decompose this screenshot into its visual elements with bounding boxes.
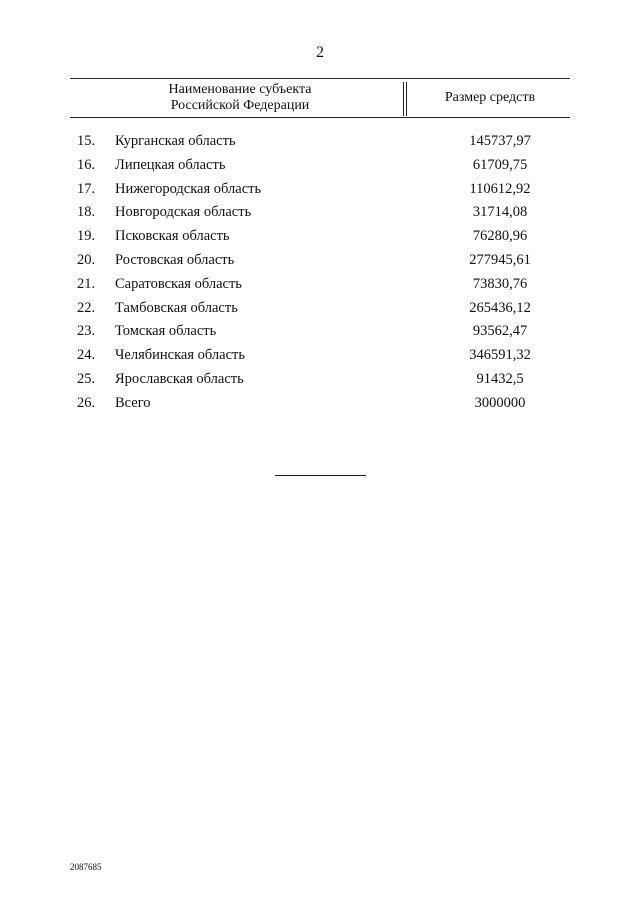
table-row — [70, 225, 570, 249]
row-subject-name: Липецкая область — [115, 156, 226, 173]
row-number: 25. — [77, 370, 96, 387]
row-subject-name: Томская область — [115, 323, 217, 340]
table-header — [70, 78, 570, 118]
row-amount: 3000000 — [474, 394, 526, 411]
row-number: 18. — [77, 204, 96, 221]
row-amount: 73830,76 — [472, 275, 528, 292]
table-row — [70, 154, 570, 178]
row-number: 19. — [77, 228, 96, 245]
row-subject-name: Курганская область — [115, 133, 236, 149]
row-number: 22. — [77, 299, 96, 316]
row-amount: 93562,47 — [472, 323, 528, 340]
document-code: 2087685 — [70, 862, 102, 872]
row-number: 15. — [77, 133, 96, 149]
row-amount: 145737,97 — [469, 133, 531, 149]
header-amount: Размер средств — [444, 90, 536, 105]
row-subject-name: Нижегородская область — [115, 180, 262, 197]
row-number: 20. — [77, 251, 96, 268]
row-subject-name: Саратовская область — [115, 275, 242, 292]
row-subject-name: Ростовская область — [115, 251, 235, 268]
table-row — [70, 320, 570, 344]
row-amount: 31714,08 — [472, 204, 528, 221]
header-subject-name-line2: Российской Федерации — [170, 98, 310, 113]
table-body — [70, 130, 570, 416]
page-number: 2 — [316, 44, 324, 61]
header-subject-name-line1: Наименование субъекта — [168, 82, 312, 97]
row-number: 17. — [77, 180, 96, 197]
table-row-total — [70, 392, 570, 416]
table-row — [70, 201, 570, 225]
row-number: 21. — [77, 275, 96, 292]
row-subject-name: Ярославская область — [115, 370, 244, 387]
row-number: 26. — [77, 394, 96, 411]
row-subject-name: Челябинская область — [115, 347, 245, 364]
row-amount: 265436,12 — [469, 299, 531, 316]
row-subject-name: Всего — [115, 394, 151, 411]
row-amount: 91432,5 — [476, 370, 524, 387]
row-amount: 346591,32 — [469, 347, 531, 364]
header-divider — [406, 82, 407, 116]
table-row — [70, 368, 570, 392]
table-row — [70, 130, 570, 154]
row-amount: 61709,75 — [472, 156, 528, 173]
table-row — [70, 273, 570, 297]
table-row — [70, 344, 570, 368]
header-subject-name — [110, 82, 370, 114]
row-subject-name: Псковская область — [115, 228, 230, 245]
row-amount: 277945,61 — [469, 251, 531, 268]
row-number: 23. — [77, 323, 96, 340]
table-row — [70, 249, 570, 273]
end-of-document-rule — [275, 475, 366, 476]
row-number: 16. — [77, 156, 96, 173]
row-amount: 76280,96 — [472, 228, 528, 245]
row-subject-name: Новгородская область — [115, 204, 252, 221]
header-divider — [403, 82, 404, 116]
row-subject-name: Тамбовская область — [115, 299, 238, 316]
row-number: 24. — [77, 347, 96, 364]
row-amount: 110612,92 — [469, 180, 531, 197]
table-row — [70, 297, 570, 321]
table-row — [70, 178, 570, 202]
